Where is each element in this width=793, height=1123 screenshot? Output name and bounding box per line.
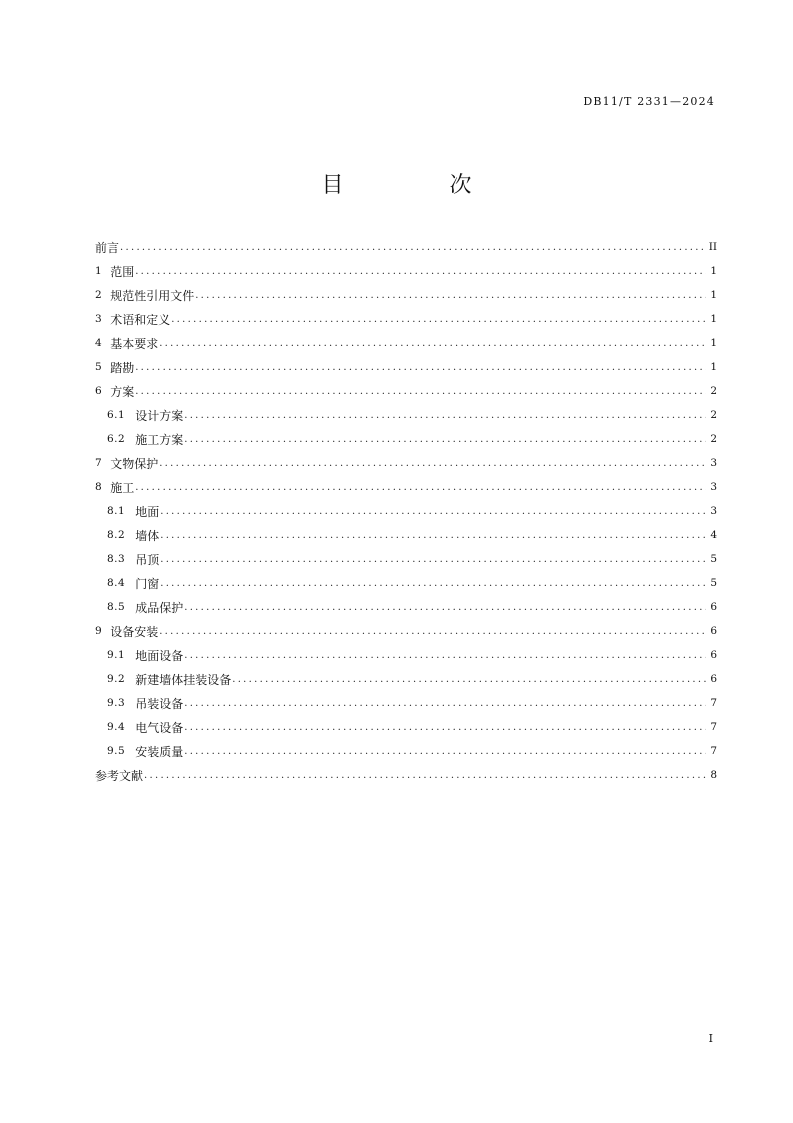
dot-leader xyxy=(144,770,706,781)
dot-leader xyxy=(195,290,706,301)
dot-leader xyxy=(160,578,706,589)
dot-leader xyxy=(135,362,706,373)
toc-entry-floor[interactable] xyxy=(95,499,717,523)
table-of-contents xyxy=(95,235,717,787)
toc-entry-doors-windows[interactable] xyxy=(95,571,717,595)
toc-entry-number: 9.5 xyxy=(107,745,126,757)
toc-entry-page: 2 xyxy=(710,385,717,397)
toc-entry-finished-product-protection[interactable] xyxy=(95,595,717,619)
toc-entry-page: 4 xyxy=(710,529,717,541)
toc-entry-number: 1 xyxy=(95,265,103,277)
toc-entry-equipment-installation[interactable] xyxy=(95,619,717,643)
toc-entry-label: 吊顶 xyxy=(135,552,160,567)
toc-entry-wall-mounted-equipment[interactable] xyxy=(95,667,717,691)
dot-leader xyxy=(159,458,706,469)
toc-entry-label: 地面设备 xyxy=(135,648,184,663)
toc-entry-label: 地面 xyxy=(135,504,160,519)
toc-entry-page: 1 xyxy=(710,265,717,277)
toc-entry-number: 9.2 xyxy=(107,673,126,685)
toc-entry-survey[interactable] xyxy=(95,355,717,379)
toc-entry-page: 7 xyxy=(710,697,717,709)
toc-entry-label: 术语和定义 xyxy=(110,312,171,327)
toc-entry-number: 5 xyxy=(95,361,103,373)
toc-entry-page: II xyxy=(708,241,717,253)
toc-entry-label: 设备安装 xyxy=(110,624,159,639)
toc-entry-wall[interactable] xyxy=(95,523,717,547)
toc-entry-label: 前言 xyxy=(95,240,120,255)
toc-entry-label: 施工 xyxy=(110,480,135,495)
toc-entry-page: 6 xyxy=(710,649,717,661)
toc-entry-page: 1 xyxy=(710,337,717,349)
toc-entry-page: 1 xyxy=(710,361,717,373)
document-code: DB11/T 2331—2024 xyxy=(583,95,715,108)
toc-entry-number: 8.1 xyxy=(107,505,126,517)
toc-entry-page: 2 xyxy=(710,433,717,445)
toc-entry-floor-equipment[interactable] xyxy=(95,643,717,667)
toc-entry-page: 5 xyxy=(710,553,717,565)
dot-leader xyxy=(171,314,706,325)
toc-entry-number: 8.3 xyxy=(107,553,126,565)
toc-entry-page: 3 xyxy=(710,457,717,469)
toc-entry-number: 6 xyxy=(95,385,103,397)
toc-entry-references[interactable] xyxy=(95,763,717,787)
toc-entry-number: 6.1 xyxy=(107,409,126,421)
toc-entry-page: 6 xyxy=(710,601,717,613)
toc-entry-label: 墙体 xyxy=(135,528,160,543)
dot-leader xyxy=(184,698,706,709)
toc-entry-number: 2 xyxy=(95,289,103,301)
dot-leader xyxy=(135,386,706,397)
toc-entry-construction[interactable] xyxy=(95,475,717,499)
toc-entry-label: 成品保护 xyxy=(135,600,184,615)
dot-leader xyxy=(160,554,706,565)
toc-entry-number: 4 xyxy=(95,337,103,349)
dot-leader xyxy=(184,650,706,661)
toc-entry-number: 9.3 xyxy=(107,697,126,709)
toc-entry-label: 方案 xyxy=(110,384,135,399)
toc-entry-basic-requirements[interactable] xyxy=(95,331,717,355)
dot-leader xyxy=(135,482,706,493)
dot-leader xyxy=(184,722,706,733)
toc-entry-page: 7 xyxy=(710,745,717,757)
toc-entry-label: 门窗 xyxy=(135,576,160,591)
toc-entry-scope[interactable] xyxy=(95,259,717,283)
toc-entry-design-plan[interactable] xyxy=(95,403,717,427)
toc-entry-number: 9.4 xyxy=(107,721,126,733)
dot-leader xyxy=(159,338,706,349)
toc-entry-number: 8 xyxy=(95,481,103,493)
dot-leader xyxy=(160,506,706,517)
dot-leader xyxy=(184,602,706,613)
toc-entry-number: 6.2 xyxy=(107,433,126,445)
toc-entry-label: 规范性引用文件 xyxy=(110,288,195,303)
toc-entry-label: 参考文献 xyxy=(95,768,144,783)
toc-entry-heritage-protection[interactable] xyxy=(95,451,717,475)
toc-entry-label: 基本要求 xyxy=(110,336,159,351)
dot-leader xyxy=(135,266,706,277)
toc-entry-page: 6 xyxy=(710,625,717,637)
toc-entry-electrical-equipment[interactable] xyxy=(95,715,717,739)
toc-entry-plan[interactable] xyxy=(95,379,717,403)
toc-entry-page: 7 xyxy=(710,721,717,733)
toc-entry-page: 3 xyxy=(710,505,717,517)
toc-entry-construction-plan[interactable] xyxy=(95,427,717,451)
dot-leader xyxy=(120,242,706,253)
toc-entry-label: 安装质量 xyxy=(135,744,184,759)
toc-entry-number: 7 xyxy=(95,457,103,469)
toc-entry-number: 9.1 xyxy=(107,649,126,661)
toc-entry-hoisted-equipment[interactable] xyxy=(95,691,717,715)
toc-entry-normative-references[interactable] xyxy=(95,283,717,307)
toc-entry-terms-definitions[interactable] xyxy=(95,307,717,331)
toc-entry-number: 3 xyxy=(95,313,103,325)
dot-leader xyxy=(184,410,706,421)
dot-leader xyxy=(160,530,706,541)
toc-entry-page: 2 xyxy=(710,409,717,421)
toc-entry-number: 8.5 xyxy=(107,601,126,613)
toc-entry-label: 电气设备 xyxy=(135,720,184,735)
page-title: 目 次 xyxy=(321,173,514,198)
toc-entry-number: 8.2 xyxy=(107,529,126,541)
toc-entry-page: 5 xyxy=(710,577,717,589)
toc-entry-number: 9 xyxy=(95,625,103,637)
dot-leader xyxy=(184,434,706,445)
toc-entry-ceiling[interactable] xyxy=(95,547,717,571)
toc-entry-label: 范围 xyxy=(110,264,135,279)
toc-entry-label: 施工方案 xyxy=(135,432,184,447)
toc-entry-foreword[interactable] xyxy=(95,235,717,259)
toc-entry-page: 1 xyxy=(710,313,717,325)
toc-entry-number: 8.4 xyxy=(107,577,126,589)
toc-entry-page: 6 xyxy=(710,673,717,685)
toc-entry-label: 设计方案 xyxy=(135,408,184,423)
toc-entry-label: 文物保护 xyxy=(110,456,159,471)
toc-entry-page: 3 xyxy=(710,481,717,493)
dot-leader xyxy=(184,746,706,757)
toc-entry-label: 新建墙体挂装设备 xyxy=(135,672,232,687)
toc-entry-page: 8 xyxy=(710,769,717,781)
dot-leader xyxy=(232,674,706,685)
toc-entry-installation-quality[interactable] xyxy=(95,739,717,763)
toc-entry-label: 踏勘 xyxy=(110,360,135,375)
toc-entry-label: 吊装设备 xyxy=(135,696,184,711)
dot-leader xyxy=(159,626,706,637)
toc-entry-page: 1 xyxy=(710,289,717,301)
page-number: I xyxy=(708,1032,713,1045)
